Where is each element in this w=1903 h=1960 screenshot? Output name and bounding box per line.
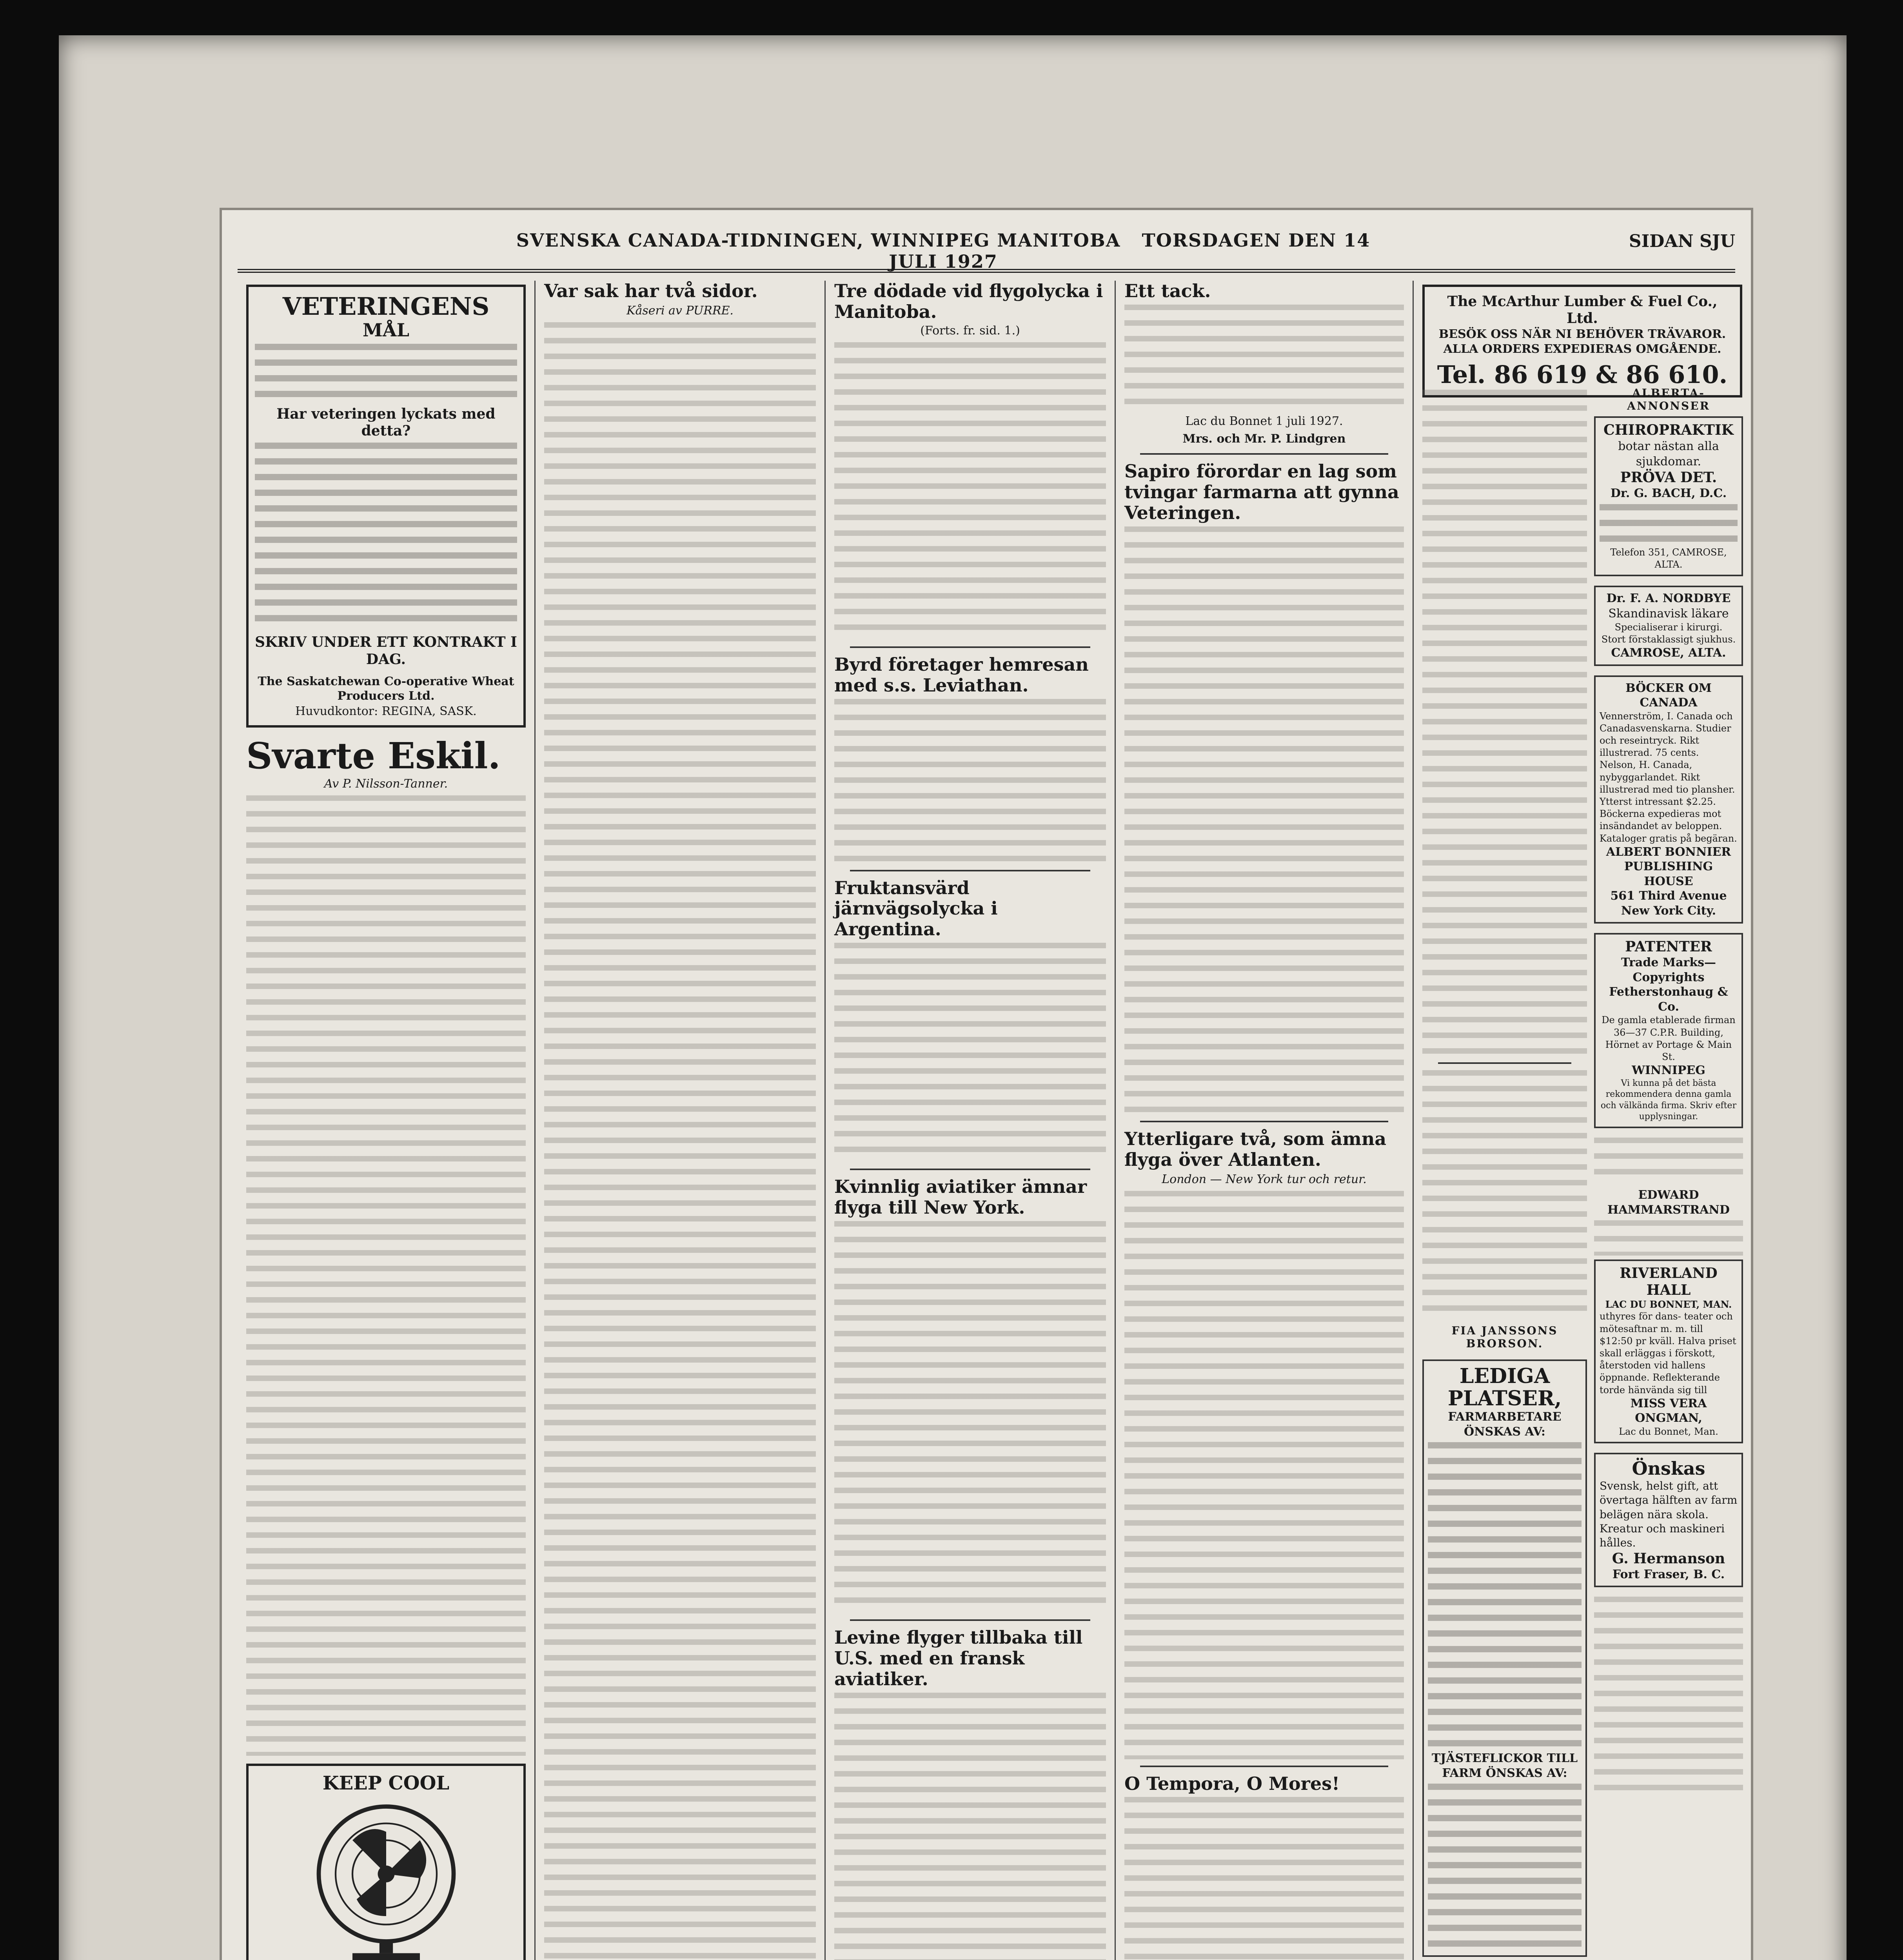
- headline-ett-tack: Ett tack.: [1124, 281, 1211, 301]
- nordbye-line2: Specialiserar i kirurgi.: [1614, 621, 1723, 633]
- wheat-ad-intro-text: [255, 344, 517, 403]
- ett-tack-body: [1124, 305, 1404, 410]
- ads-subcolumn: [1594, 387, 1743, 1804]
- patent-line3: 36—37 C.P.R. Building,: [1613, 1027, 1724, 1038]
- wheat-ad-title: VETERINGENS: [282, 292, 490, 321]
- ett-tack-signers: Mrs. och Mr. P. Lindgren: [1182, 432, 1346, 446]
- ledig-title: LEDIGA PLATSER,: [1447, 1364, 1562, 1411]
- newspaper-page: [220, 208, 1753, 1960]
- wheat-ad-subtitle: MÅL: [363, 319, 409, 341]
- kvinnlig-aviatiker-body: [834, 1221, 1106, 1613]
- onskas-name: G. Hermanson: [1612, 1550, 1725, 1567]
- story-body-text: [246, 795, 526, 1756]
- atlanten-body: [1124, 1191, 1404, 1759]
- ett-tack-signoff: Lac du Bonnet 1 juli 1927.: [1185, 414, 1343, 428]
- patent-firm: Fetherstonhaug & Co.: [1609, 985, 1728, 1014]
- nordbye-line3: Stort förstaklassigt sjukhus.: [1601, 633, 1736, 645]
- hammarstrand-text: [1594, 1138, 1743, 1185]
- atlanten-dateline: London — New York tur och retur.: [1162, 1172, 1367, 1186]
- article-var-sak-title: Var sak har två sidor.: [544, 281, 758, 301]
- divider: [1140, 453, 1388, 455]
- riverland-contact-city: Lac du Bonnet, Man.: [1619, 1426, 1718, 1437]
- ledig-sub: FARMARBETARE ÖNSKAS AV:: [1448, 1410, 1562, 1439]
- story-title: Svarte Eskil.: [246, 734, 501, 777]
- mcarthur-lumber-ad: [1422, 285, 1742, 397]
- o-tempora-body: [1124, 1797, 1404, 1960]
- nordbye-name: Dr. F. A. NORDBYE: [1606, 592, 1731, 606]
- argentina-body: [834, 943, 1106, 1162]
- headline-atlanten: Ytterligare två, som ämna flyga över Atlanten.: [1124, 1128, 1387, 1170]
- column-4: [1116, 281, 1414, 1960]
- chiro-name: Dr. G. BACH, D.C.: [1610, 486, 1727, 501]
- sapiro-body: [1124, 526, 1404, 1114]
- divider: [850, 1619, 1090, 1621]
- headline-kvinnlig-aviatiker: Kvinnlig aviatiker ämnar flyga till New York.: [834, 1176, 1087, 1218]
- divider: [1140, 1121, 1388, 1122]
- mcarthur-name: The McArthur Lumber & Fuel Co., Ltd.: [1447, 293, 1718, 327]
- flygolycka-body: [834, 342, 1106, 640]
- patent-line4: Hörnet av Portage & Main St.: [1605, 1039, 1732, 1062]
- divider: [1140, 1766, 1388, 1767]
- masthead-title-line: [512, 230, 1375, 272]
- column-5: [1414, 281, 1751, 1960]
- article-var-sak-byline: Kåseri av PURRE.: [626, 303, 734, 318]
- chiro-sub: botar nästan alla sjukdomar.: [1618, 439, 1719, 469]
- klassifierad-text: [1594, 1597, 1743, 1800]
- column-2: [536, 281, 826, 1960]
- masthead-date: TORSDAGEN DEN 14 JULI 1927: [889, 230, 1371, 272]
- mcarthur-line2: ALLA ORDERS EXPEDIERAS OMGÅENDE.: [1443, 342, 1721, 356]
- patent-ad: [1594, 933, 1743, 1128]
- page-number: SIDAN SJU: [1629, 231, 1735, 251]
- column-1: [238, 281, 536, 1960]
- riverland-title: RIVERLAND HALL: [1620, 1265, 1718, 1299]
- nordbye-line1: Skandinavisk läkare: [1608, 606, 1729, 621]
- patent-city: WINNIPEG: [1632, 1063, 1705, 1078]
- headline-argentina: Fruktansvärd järnvägsolycka i Argentina.: [834, 877, 998, 940]
- electric-fan-ad: [246, 1764, 526, 1960]
- levine-body: [834, 1693, 1106, 1960]
- wheat-ad-sponsor: The Saskatchewan Co-operative Wheat Producers Ltd.: [258, 674, 514, 703]
- divider: [850, 646, 1090, 648]
- masthead-title: SVENSKA CANADA-TIDNINGEN, WINNIPEG MANITOBA: [516, 230, 1121, 251]
- wheat-ad-body-text: [255, 443, 517, 631]
- poem-text-continued: [1422, 1070, 1587, 1321]
- column-3: [826, 281, 1116, 1960]
- mcarthur-line1: BESÖK OSS NÄR NI BEHÖVER TRÄVAROR.: [1438, 327, 1726, 341]
- hammarstrand-body: [1594, 1220, 1743, 1256]
- bocker-addr: 561 Third Avenue: [1610, 889, 1727, 903]
- alberta-header: ALBERTA-ANNONSER: [1627, 387, 1710, 412]
- wheat-ad-office: Huvudkontor: REGINA, SASK.: [295, 704, 477, 718]
- onskas-title: Önskas: [1632, 1457, 1705, 1479]
- riverland-body: uthyres för dans- teater och mötesaftnar m. m. till $12:50 pr kväll. Halva priset skall erläggas i förskott, återstoden vid hallens öppnande. Reflekterande torde hänvända sig till: [1600, 1311, 1736, 1396]
- chiro-title: CHIROPRAKTIK: [1603, 422, 1734, 438]
- ledig-list: [1428, 1442, 1582, 1748]
- riverland-hall-ad: [1594, 1259, 1743, 1443]
- wheat-ad-question: Har veteringen lyckats med detta?: [276, 406, 496, 439]
- divider: [1438, 1062, 1571, 1064]
- chiro-body: [1600, 504, 1738, 543]
- bocker-ad: [1594, 675, 1743, 924]
- chiro-cta: PRÖVA DET.: [1620, 469, 1717, 486]
- patent-line5: Vi kunna på det bästa rekommendera denna gamla och välkända firma. Skriv efter upplysningar.: [1600, 1078, 1737, 1122]
- story-byline: Av P. Nilsson-Tanner.: [324, 777, 448, 791]
- onskas-ad: [1594, 1453, 1743, 1588]
- riverland-city: LAC DU BONNET, MAN.: [1605, 1299, 1732, 1310]
- article-var-sak-body: [544, 322, 816, 1960]
- chiropraktik-ad: [1594, 416, 1743, 576]
- headline-byrd: Byrd företager hemresan med s.s. Leviathan.: [834, 653, 1089, 696]
- electric-fan-icon: [302, 1798, 470, 1960]
- headline-o-tempora: O Tempora, O Mores!: [1124, 1773, 1340, 1794]
- scan-background: [59, 35, 1847, 1960]
- poem-text: [1422, 390, 1587, 1056]
- onskas-city: Fort Fraser, B. C.: [1612, 1567, 1725, 1581]
- nordbye-city: CAMROSE, ALTA.: [1611, 646, 1726, 660]
- patent-line1: Trade Marks—Copyrights: [1621, 956, 1716, 984]
- wheat-ad-cta: SKRIV UNDER ETT KONTRAKT I DAG.: [255, 634, 517, 668]
- patent-line2: De gamla etablerade firman: [1602, 1014, 1736, 1026]
- bocker-body: Vennerström, I. Canada och Canadasvenskarna. Studier och reseintryck. Rikt illustrerad. 75 cents. Nelson, H. Canada, nybyggarlandet. Rikt illustrerad med tio plansher. Ytterst intressant $2.25. Böckerna expedieras mot insändandet av beloppen. Kataloger gratis på begäran.: [1600, 710, 1737, 844]
- patent-title: PATENTER: [1625, 938, 1712, 955]
- ledig-platser-ad: [1422, 1359, 1587, 1957]
- bocker-title: BÖCKER OM CANADA: [1625, 681, 1712, 710]
- fan-ad-line1: KEEP COOL: [322, 1772, 450, 1795]
- divider: [850, 1169, 1090, 1170]
- ledig-list2: [1428, 1784, 1582, 1948]
- bocker-publisher: ALBERT BONNIER PUBLISHING HOUSE: [1606, 845, 1731, 888]
- bocker-city: New York City.: [1621, 904, 1716, 918]
- byrd-body: [834, 699, 1106, 864]
- headline-sapiro: Sapiro förordar en lag som tvingar farmarna att gynna Veteringen.: [1124, 461, 1399, 523]
- ledig-sub2: TJÄSTEFLICKOR TILL FARM ÖNSKAS AV:: [1431, 1751, 1578, 1780]
- divider: [850, 870, 1090, 871]
- onskas-body: Svensk, helst gift, att övertaga hälften av farm belägen nära skola. Kreatur och maskineri hålles.: [1600, 1479, 1738, 1550]
- headline-flygolycka-sub: (Forts. fr. sid. 1.): [920, 323, 1020, 338]
- poem-credit: FIA JANSSONS BRORSON.: [1451, 1324, 1558, 1350]
- masthead: [238, 222, 1735, 273]
- nordbye-ad: [1594, 586, 1743, 666]
- mcarthur-phone: Tel. 86 619 & 86 610.: [1437, 360, 1728, 389]
- poem-subcolumn: [1422, 387, 1587, 1960]
- hammarstrand-name: EDWARD HAMMARSTRAND: [1607, 1188, 1730, 1217]
- headline-flygolycka: Tre dödade vid flygolycka i Manitoba.: [834, 281, 1103, 322]
- chiro-addr: Telefon 351, CAMROSE, ALTA.: [1610, 546, 1727, 570]
- headline-levine: Levine flyger tillbaka till U.S. med en fransk aviatiker.: [834, 1627, 1083, 1690]
- wheat-pool-ad: [246, 285, 526, 728]
- riverland-contact: MISS VERA ONGMAN,: [1630, 1396, 1707, 1425]
